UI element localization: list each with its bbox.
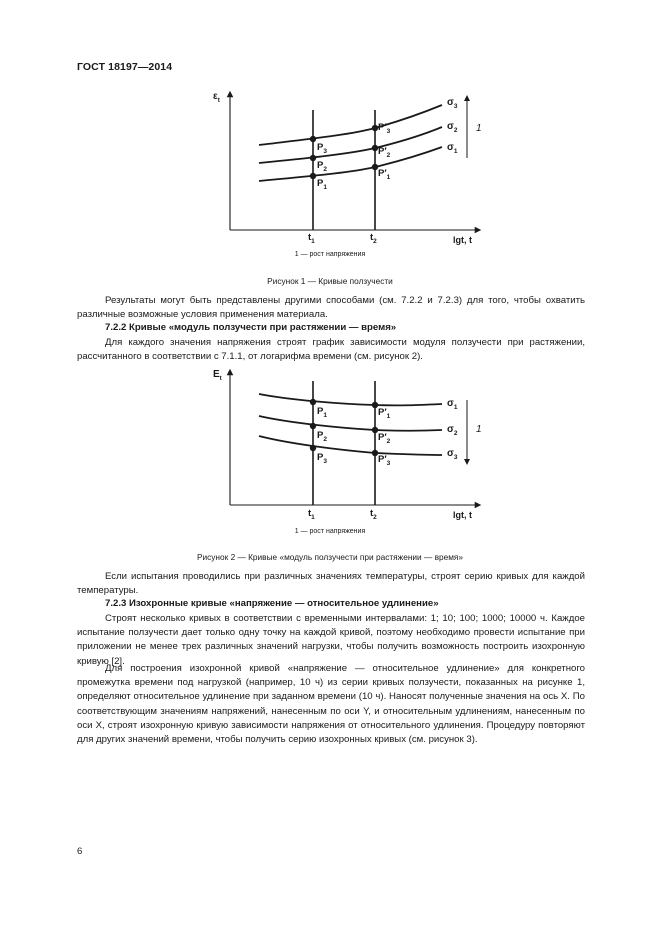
fig2-y-label: $E_t$ <box>213 369 222 382</box>
fig1-y-label: $\varepsilon_t$ <box>213 91 220 104</box>
fig2-arrow-label: 1 <box>476 424 482 435</box>
fig2-p1-label: $P_1$ <box>317 406 327 419</box>
fig2-t1-label: $t_1$ <box>308 508 315 521</box>
fig2-point-p2 <box>310 423 316 429</box>
fig2-sigma3-label: $\sigma_3$ <box>447 448 458 461</box>
fig2-p2-label: $P_2$ <box>317 430 327 443</box>
fig2-point-p3 <box>310 445 316 451</box>
paragraph-temperature: Если испытания проводились при различных значениях температуры, строят серию кривых для каждой температуры. <box>77 571 585 597</box>
fig2-p2prime-label: $P'_2$ <box>378 432 391 445</box>
fig2-curve-sigma2 <box>259 416 442 431</box>
fig2-p1prime-label: $P'_1$ <box>378 407 391 420</box>
fig1-point-p3 <box>310 136 316 142</box>
fig1-sigma1-label: $\sigma_1$ <box>447 142 458 155</box>
fig2-curve-sigma1 <box>259 394 442 405</box>
fig1-t2-label: $t_2$ <box>370 232 377 245</box>
fig1-p1prime-label: $P'_1$ <box>378 168 391 181</box>
fig1-p3-label: $P_3$ <box>317 142 327 155</box>
fig1-curve-sigma3 <box>259 105 442 145</box>
figure-2-modulus-curves <box>0 360 661 530</box>
fig1-sigma2-label: $\sigma_2$ <box>447 121 458 134</box>
fig2-x-label: lgt, t <box>453 510 472 520</box>
heading-7-2-2: 7.2.2 Кривые «модуль ползучести при растяжении — время» <box>105 322 397 333</box>
fig1-sigma3-label: $\sigma_3$ <box>447 97 458 110</box>
page-number: 6 <box>77 846 83 857</box>
fig1-p2-label: $P_2$ <box>317 160 327 173</box>
fig2-curve-sigma3 <box>259 436 442 455</box>
paragraph-isochronous-intro: Строят несколько кривых в соответствии с временными интервалами: 1; 10; 100; 1000; 10000 ч. Каждое испытание ползучести дает только одну точку на каждой кривой, поэтому необходимо провести испытание при приложении не менее трех различных значений нагрузки, чтобы получить возможность построить изохронную кривую [2]. <box>77 613 585 667</box>
fig1-arrow-label: 1 <box>476 123 482 134</box>
paragraph-modulus: Для каждого значения напряжения строят график зависимости модуля ползучести при растяжении, рассчитанного в соответствии с 7.1.1, от логарифма времени (см. рисунок 2). <box>77 337 585 363</box>
fig2-sigma1-label: $\sigma_1$ <box>447 398 458 411</box>
fig2-point-p1 <box>310 399 316 405</box>
fig1-point-p2 <box>310 155 316 161</box>
fig1-p2prime-label: $P'_2$ <box>378 146 391 159</box>
document-header: ГОСТ 18197—2014 <box>77 61 173 73</box>
fig2-p3prime-label: $P'_3$ <box>378 454 391 467</box>
figure-2-note: 1 — рост напряжения <box>294 528 366 535</box>
fig2-t2-label: $t_2$ <box>370 508 377 521</box>
figure-1-note: 1 — рост напряжения <box>294 251 366 258</box>
fig1-t1-label: $t_1$ <box>308 232 315 245</box>
heading-7-2-3: 7.2.3 Изохронные кривые «напряжение — относительное удлинение» <box>105 598 439 609</box>
fig1-p1-label: $P_1$ <box>317 178 327 191</box>
fig1-x-label: lgt, t <box>453 235 472 245</box>
paragraph-results: Результаты могут быть представлены другими способами (см. 7.2.2 и 7.2.3) для того, чтобы охватить различные возможные условия применения материала. <box>77 295 585 321</box>
fig1-point-p1 <box>310 173 316 179</box>
paragraph-isochronous-method: Для построения изохронной кривой «напряжение — относительное удлинение» для конкретного промежутка времени под нагрузкой (например, 10 ч) из серии кривых ползучести, показанных на рисунке 1, определяют относительное удлинение при заданном времени (10 ч). Наносят полученные значения на ось X. По соответствующим значениям напряжений, нанесенным по оси Y, и относительным удлинениям, нанесенным по оси X, строят изохронную кривую зависимости напряжения от относительного удлинения. Процедуру повторяют для других значений времени, чтобы получить серию изохронных кривых (см. рисунок 3). <box>77 663 585 746</box>
fig2-sigma2-label: $\sigma_2$ <box>447 424 458 437</box>
figure-2-caption: Рисунок 2 — Кривые «модуль ползучести при растяжении — время» <box>196 552 464 562</box>
fig1-p3prime-label: $P'_3$ <box>378 122 391 135</box>
fig2-p3-label: $P_3$ <box>317 452 327 465</box>
figure-1-caption: Рисунок 1 — Кривые ползучести <box>267 276 393 286</box>
